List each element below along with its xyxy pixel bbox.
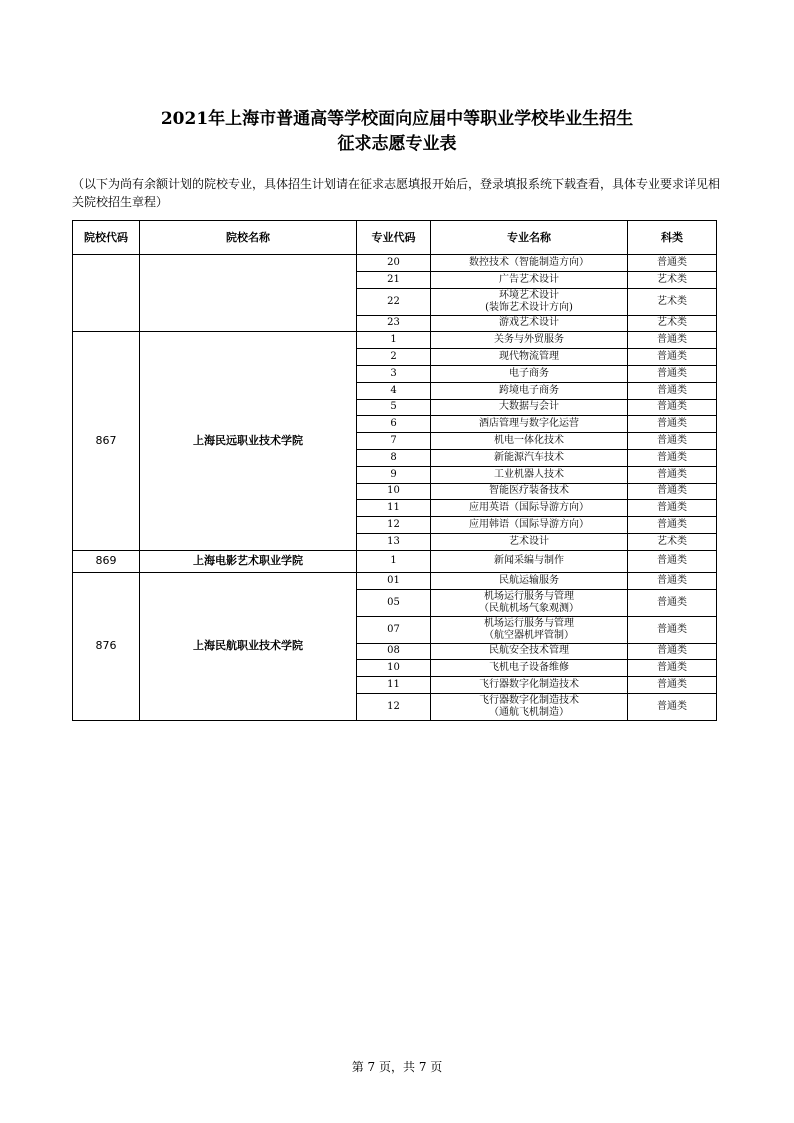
category-cell: 普通类 bbox=[628, 616, 717, 643]
category-cell: 普通类 bbox=[628, 550, 717, 572]
school-code-cell: 869 bbox=[73, 550, 140, 572]
school-code-cell bbox=[73, 255, 140, 332]
major-name-cell: 应用英语（国际导游方向） bbox=[431, 500, 628, 517]
major-code-cell: 1 bbox=[357, 332, 431, 349]
major-code-cell: 11 bbox=[357, 500, 431, 517]
category-cell: 普通类 bbox=[628, 449, 717, 466]
major-name-cell: 电子商务 bbox=[431, 365, 628, 382]
category-cell: 艺术类 bbox=[628, 288, 717, 315]
major-name-cell: 关务与外贸服务 bbox=[431, 332, 628, 349]
major-name-cell: 机场运行服务与管理 （民航机场气象观测） bbox=[431, 589, 628, 616]
major-name-cell: 酒店管理与数字化运营 bbox=[431, 416, 628, 433]
major-name-cell: 新能源汽车技术 bbox=[431, 449, 628, 466]
table-row bbox=[73, 572, 717, 589]
page-title-line2: 征求志愿专业表 bbox=[337, 134, 457, 154]
major-code-cell: 1 bbox=[357, 550, 431, 572]
major-code-cell: 5 bbox=[357, 399, 431, 416]
header-school-name: 院校名称 bbox=[140, 221, 357, 255]
school-name-cell: 上海民航职业技术学院 bbox=[140, 572, 357, 720]
major-name-cell: 数控技术（智能制造方向） bbox=[431, 255, 628, 272]
major-code-cell: 7 bbox=[357, 433, 431, 450]
school-name-cell: 上海民远职业技术学院 bbox=[140, 332, 357, 550]
category-cell: 普通类 bbox=[628, 399, 717, 416]
major-name-cell: 大数据与会计 bbox=[431, 399, 628, 416]
major-code-cell: 23 bbox=[357, 315, 431, 332]
header-major-code: 专业代码 bbox=[357, 221, 431, 255]
major-name-cell: 智能医疗装备技术 bbox=[431, 483, 628, 500]
header-category: 科类 bbox=[628, 221, 717, 255]
major-code-cell: 8 bbox=[357, 449, 431, 466]
category-cell: 普通类 bbox=[628, 693, 717, 720]
major-code-cell: 6 bbox=[357, 416, 431, 433]
category-cell: 普通类 bbox=[628, 677, 717, 694]
table-row bbox=[73, 255, 717, 272]
school-code-cell: 876 bbox=[73, 572, 140, 720]
page-title-line1: 2021年上海市普通高等学校面向应届中等职业学校毕业生招生 bbox=[160, 109, 634, 129]
category-cell: 普通类 bbox=[628, 572, 717, 589]
category-cell: 普通类 bbox=[628, 483, 717, 500]
major-code-cell: 13 bbox=[357, 533, 431, 550]
category-cell: 普通类 bbox=[628, 500, 717, 517]
major-code-cell: 07 bbox=[357, 616, 431, 643]
major-name-cell: 游戏艺术设计 bbox=[431, 315, 628, 332]
major-code-cell: 9 bbox=[357, 466, 431, 483]
table-row bbox=[73, 332, 717, 349]
major-code-cell: 01 bbox=[357, 572, 431, 589]
major-code-cell: 12 bbox=[357, 517, 431, 534]
major-name-cell: 飞机电子设备维修 bbox=[431, 660, 628, 677]
school-name-cell bbox=[140, 255, 357, 332]
category-cell: 普通类 bbox=[628, 517, 717, 534]
table-header-row bbox=[73, 221, 717, 255]
major-code-cell: 12 bbox=[357, 693, 431, 720]
page-footer: 第 7 页，共 7 页 bbox=[351, 1060, 443, 1074]
major-code-cell: 08 bbox=[357, 643, 431, 660]
major-name-cell: 跨境电子商务 bbox=[431, 382, 628, 399]
major-name-cell: 飞行器数字化制造技术 bbox=[431, 677, 628, 694]
category-cell: 普通类 bbox=[628, 416, 717, 433]
header-major-name: 专业名称 bbox=[431, 221, 628, 255]
major-code-cell: 10 bbox=[357, 483, 431, 500]
major-code-cell: 10 bbox=[357, 660, 431, 677]
header-school-code: 院校代码 bbox=[73, 221, 140, 255]
major-code-cell: 2 bbox=[357, 349, 431, 366]
category-cell: 普通类 bbox=[628, 660, 717, 677]
category-cell: 艺术类 bbox=[628, 271, 717, 288]
major-name-cell: 机电一体化技术 bbox=[431, 433, 628, 450]
major-name-cell: 民航运输服务 bbox=[431, 572, 628, 589]
category-cell: 普通类 bbox=[628, 332, 717, 349]
major-code-cell: 21 bbox=[357, 271, 431, 288]
school-code-cell: 867 bbox=[73, 332, 140, 550]
majors-table bbox=[72, 220, 717, 721]
major-code-cell: 20 bbox=[357, 255, 431, 272]
category-cell: 艺术类 bbox=[628, 533, 717, 550]
major-name-cell: 新闻采编与制作 bbox=[431, 550, 628, 572]
category-cell: 普通类 bbox=[628, 365, 717, 382]
table-row bbox=[73, 550, 717, 572]
major-code-cell: 3 bbox=[357, 365, 431, 382]
major-name-cell: 民航安全技术管理 bbox=[431, 643, 628, 660]
category-cell: 普通类 bbox=[628, 349, 717, 366]
category-cell: 普通类 bbox=[628, 255, 717, 272]
school-name-cell: 上海电影艺术职业学院 bbox=[140, 550, 357, 572]
major-name-cell: 工业机器人技术 bbox=[431, 466, 628, 483]
category-cell: 普通类 bbox=[628, 643, 717, 660]
category-cell: 普通类 bbox=[628, 382, 717, 399]
major-code-cell: 4 bbox=[357, 382, 431, 399]
major-name-cell: 环境艺术设计 (装饰艺术设计方向) bbox=[431, 288, 628, 315]
major-name-cell: 飞行器数字化制造技术 （通航飞机制造） bbox=[431, 693, 628, 720]
note-text: （以下为尚有余额计划的院校专业，具体招生计划请在征求志愿填报开始后，登录填报系统下载查看，具体专业要求详见相关院校招生章程） bbox=[72, 177, 721, 209]
major-name-cell: 艺术设计 bbox=[431, 533, 628, 550]
category-cell: 普通类 bbox=[628, 433, 717, 450]
major-code-cell: 11 bbox=[357, 677, 431, 694]
major-name-cell: 应用韩语（国际导游方向） bbox=[431, 517, 628, 534]
major-name-cell: 现代物流管理 bbox=[431, 349, 628, 366]
major-code-cell: 22 bbox=[357, 288, 431, 315]
category-cell: 普通类 bbox=[628, 466, 717, 483]
major-name-cell: 机场运行服务与管理 （航空器机坪管制） bbox=[431, 616, 628, 643]
category-cell: 普通类 bbox=[628, 589, 717, 616]
major-code-cell: 05 bbox=[357, 589, 431, 616]
major-name-cell: 广告艺术设计 bbox=[431, 271, 628, 288]
category-cell: 艺术类 bbox=[628, 315, 717, 332]
